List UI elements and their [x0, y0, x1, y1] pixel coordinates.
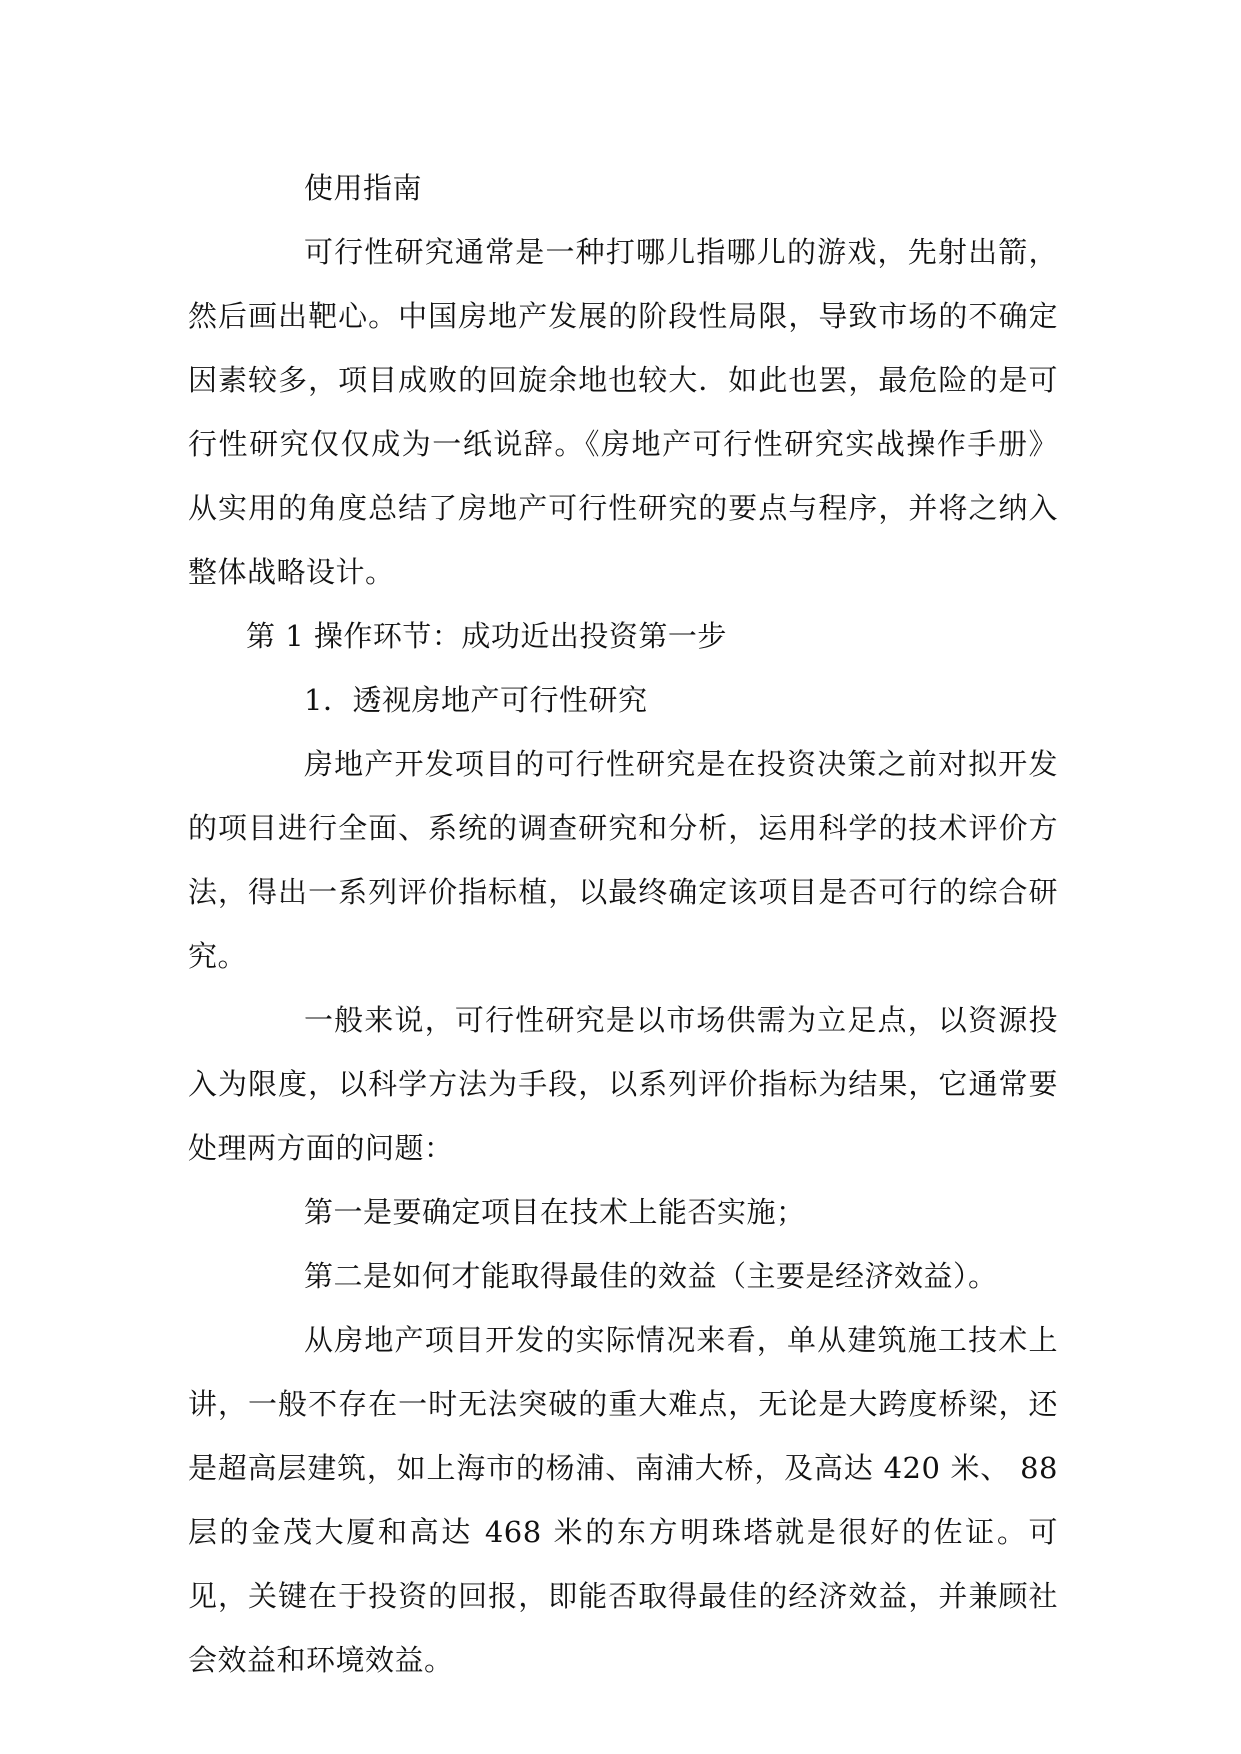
- document-body: [188, 156, 1058, 1692]
- guide-title: 使用指南: [304, 171, 423, 205]
- list-item: 第一是要确定项目在技术上能否实施；: [304, 1195, 806, 1229]
- body-paragraph: 一般来说，可行性研究是以市场供需为立足点，以资源投入为限度，以科学方法为手段，以系列评价指标为结果，它通常要处理两方面的问题：: [188, 1003, 1058, 1165]
- intro-paragraph: 可行性研究通常是一种打哪儿指哪儿的游戏，先射出箭，然后画出靶心。中国房地产发展的阶段性局限，导致市场的不确定因素较多，项目成败的回旋余地也较大．如此也罢，最危险的是可行性研究仅仅成为一纸说辞。《房地产可行性研究实战操作手册》从实用的角度总结了房地产可行性研究的要点与程序，并将之纳入整体战略设计。: [188, 235, 1058, 589]
- subsection-heading: 1．透视房地产可行性研究: [304, 683, 648, 717]
- body-paragraph: 房地产开发项目的可行性研究是在投资决策之前对拟开发的项目进行全面、系统的调查研究和分析，运用科学的技术评价方法，得出一系列评价指标植，以最终确定该项目是否可行的综合研究。: [188, 747, 1058, 973]
- section-heading: 第 1 操作环节：成功近出投资第一步: [246, 619, 727, 653]
- list-item: 第二是如何才能取得最佳的效益（主要是经济效益）。: [304, 1259, 998, 1293]
- body-paragraph: 从房地产项目开发的实际情况来看，单从建筑施工技术上讲，一般不存在一时无法突破的重大难点，无论是大跨度桥梁，还是超高层建筑，如上海市的杨浦、南浦大桥，及高达 420 米、 88 层的金茂大厦和高达 468 米的东方明珠塔就是很好的佐证。可见，关键在于投资的回报，即能否取得最佳的经济效益，并兼顾社会效益和环境效益。: [188, 1323, 1058, 1677]
